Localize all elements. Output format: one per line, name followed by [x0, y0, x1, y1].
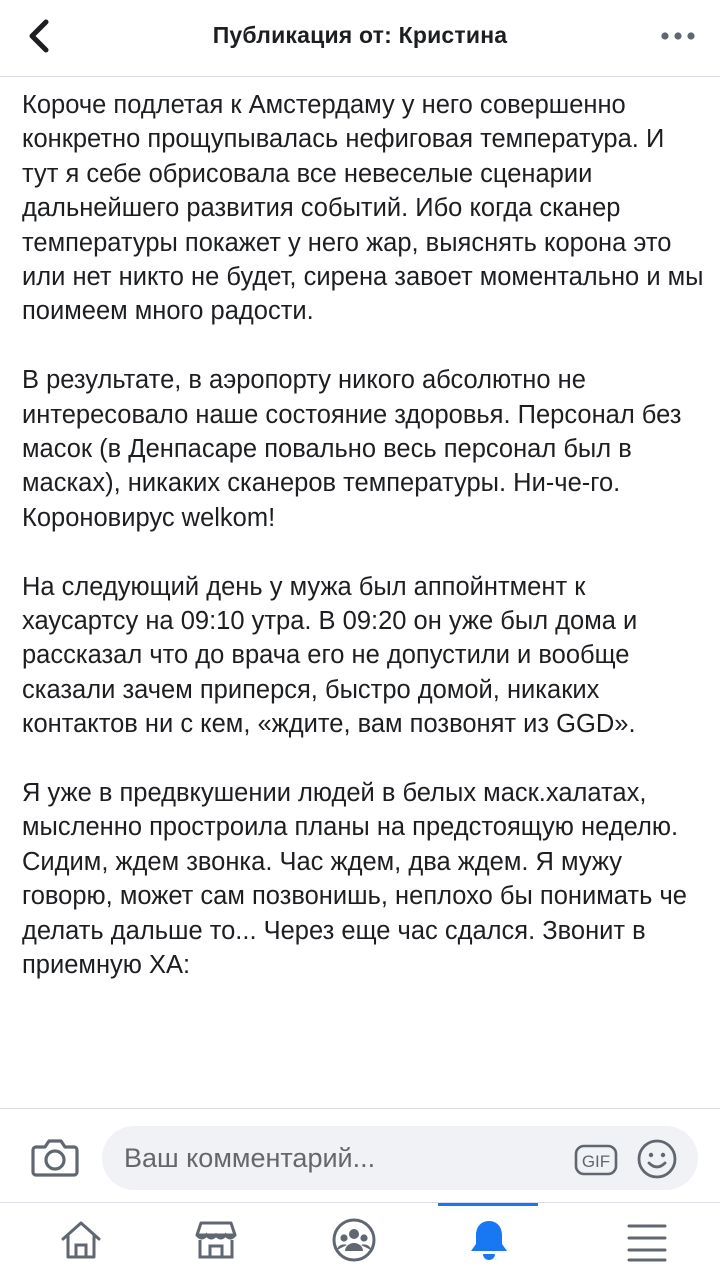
- bell-icon: [466, 1217, 512, 1263]
- page-title: Публикация от: Кристина: [212, 22, 508, 48]
- tab-groups[interactable]: [303, 1207, 403, 1277]
- tab-menu[interactable]: [596, 1207, 696, 1277]
- tab-marketplace[interactable]: [165, 1207, 265, 1277]
- gif-icon: [574, 1144, 618, 1176]
- active-tab-indicator: [438, 1203, 538, 1206]
- groups-icon: [331, 1217, 377, 1263]
- comment-placeholder: Ваш комментарий...: [124, 1143, 376, 1173]
- post-paragraph: Я уже в предвкушении людей в белых маск.халатах, мысленно простроила планы на предстоящую неделю. Сидим, ждем звонка. Час ждем, два ждем. Я мужу говорю, может сам позвонишь, неплохо бы понимать че делать дальше то... Через еще час сдался. Звонит в приемную ХА:: [22, 779, 687, 980]
- header: [0, 0, 720, 77]
- more-dots-icon: [658, 22, 698, 50]
- tab-home[interactable]: [30, 1207, 130, 1277]
- comment-input[interactable]: [102, 1126, 698, 1190]
- post-paragraph: На следующий день у мужа был аппойнтмент к хаусартсу на 09:10 утра. В 09:20 он уже был дома и рассказал что до врача его не допустили и вообще сказали зачем приперся, быстро домой, никаких контактов ни с кем, «ждите, вам позвонят из GGD».: [22, 572, 638, 739]
- gif-label: GIF: [581, 1152, 611, 1171]
- more-options-button[interactable]: [658, 22, 698, 50]
- post-paragraph: Короче подлетая к Амстердаму у него совершенно конкретно прощупывалась нефиговая температура. И тут я себе обрисовала все невеселые сценарии дальнейшего развития событий. Ибо когда сканер температуры покажет у него жар, выяснять корона это или нет никто не будет, сирена завоет моментально и мы поимеем много радости.: [22, 91, 704, 326]
- smiley-icon: [636, 1138, 678, 1180]
- gif-button[interactable]: [574, 1144, 618, 1176]
- post-paragraph: В результате, в аэропорту никого абсолютно не интересовало наше состояние здоровья. Персонал без масок (в Денпасаре повально весь персонал был в масках), никаких сканеров температуры. Ни-че-го. Короновирус welkom!: [22, 366, 682, 532]
- post-text: [22, 88, 706, 1104]
- bottom-tab-bar: [0, 1202, 720, 1281]
- menu-icon: [624, 1217, 670, 1263]
- tab-notifications[interactable]: [438, 1207, 538, 1277]
- comment-bar: [0, 1108, 720, 1203]
- emoji-button[interactable]: [636, 1138, 678, 1180]
- marketplace-icon: [193, 1217, 239, 1263]
- camera-icon: [30, 1135, 80, 1179]
- camera-button[interactable]: [30, 1135, 80, 1179]
- home-icon: [58, 1217, 104, 1263]
